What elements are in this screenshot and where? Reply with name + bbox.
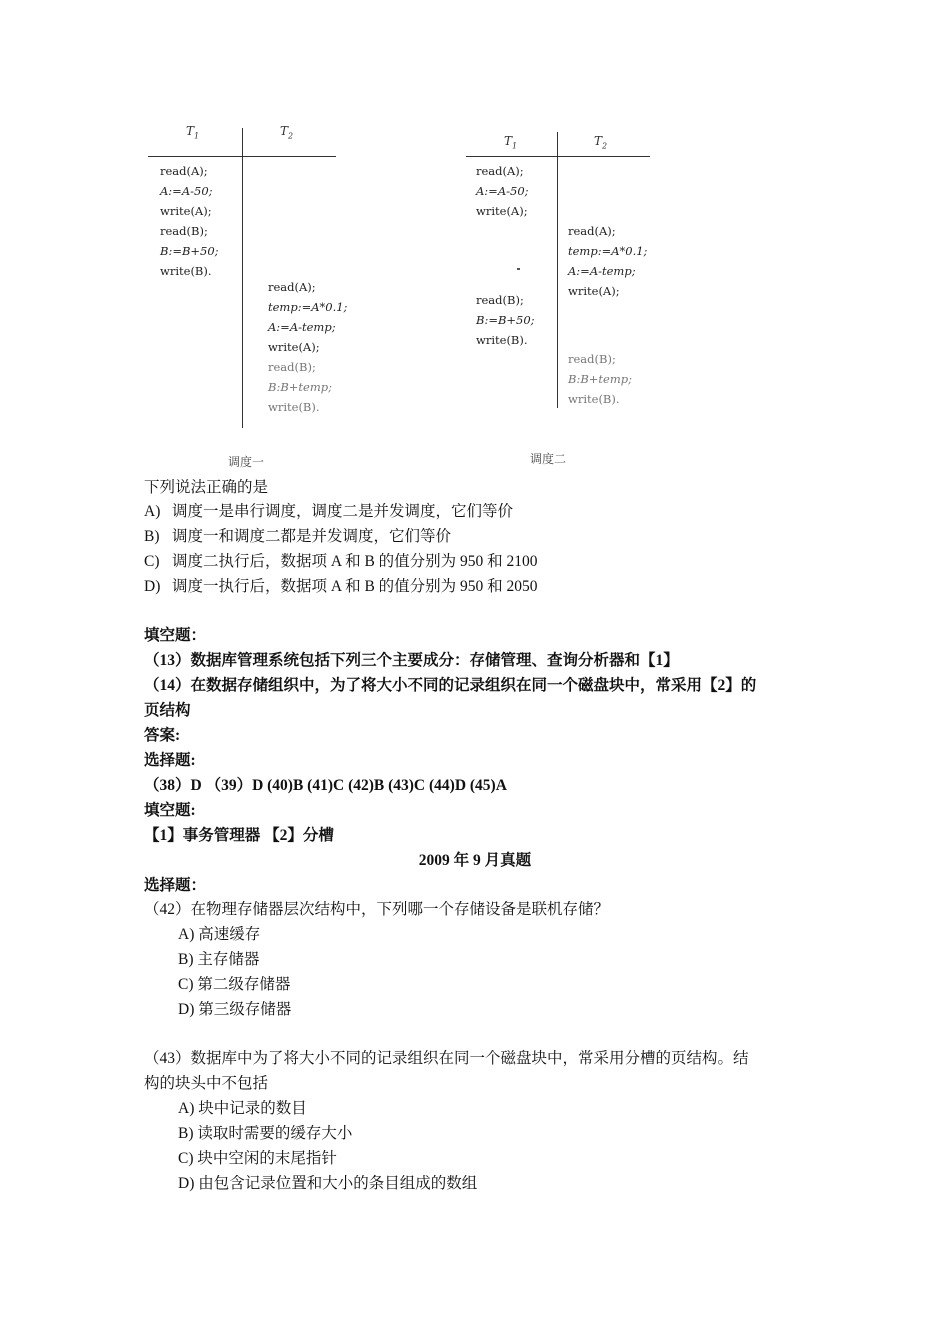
option-letter: D) bbox=[144, 578, 161, 595]
schedule-two-figure bbox=[460, 128, 680, 473]
question-43-stem-continued: 构的块头中不包括 bbox=[144, 1075, 269, 1092]
fill-question-14-continued: 页结构 bbox=[144, 702, 191, 719]
schedule-one-t2-op: read(A); bbox=[268, 280, 316, 294]
schedule-one-t2-op: B:B+temp; bbox=[268, 380, 332, 394]
answers-fill-list: 【1】事务管理器 【2】分槽 bbox=[144, 827, 334, 844]
option-letter: B) bbox=[144, 528, 160, 545]
schedule-two-t2-op: A:=A-temp; bbox=[568, 264, 636, 278]
answers-choice-heading: 选择题: bbox=[144, 752, 196, 769]
exam-choice-heading: 选择题： bbox=[144, 877, 207, 894]
schedule-two-t2-op: temp:=A*0.1; bbox=[568, 244, 648, 258]
question-43-option: D) 由包含记录位置和大小的条目组成的数组 bbox=[178, 1175, 478, 1192]
question-43-option: A) 块中记录的数目 bbox=[178, 1100, 307, 1117]
question-42-option: C) 第二级存储器 bbox=[178, 976, 291, 993]
answers-choice-list: （38）D （39）D (40)B (41)C (42)B (43)C (44)D (45)A bbox=[144, 777, 507, 794]
schedule-one-t2-header: $T_2$ bbox=[280, 124, 294, 141]
schedule-two-header-rule bbox=[466, 156, 650, 157]
schedule-two-t2-op: B:B+temp; bbox=[568, 372, 632, 386]
schedule-two-caption: 调度二 bbox=[530, 452, 567, 466]
option-text: 调度一是串行调度，调度二是并发调度，它们等价 bbox=[172, 503, 514, 520]
question-43-stem: （43）数据库中为了将大小不同的记录组织在同一个磁盘块中，常采用分槽的页结构。结 bbox=[144, 1050, 749, 1067]
schedule-one-t2-op: read(B); bbox=[268, 360, 316, 374]
schedule-two-t2-op: read(B); bbox=[568, 352, 616, 366]
schedule-two-t2-op: read(A); bbox=[568, 224, 616, 238]
schedule-two-t2-header: $T_2$ bbox=[594, 134, 608, 151]
question-43-option: C) 块中空闲的末尾指针 bbox=[178, 1150, 337, 1167]
scan-speck bbox=[517, 268, 520, 270]
schedule-two-t1-op: read(A); bbox=[476, 164, 524, 178]
option-text: 调度一执行后，数据项 A 和 B 的值分别为 950 和 2050 bbox=[172, 578, 538, 595]
option-text: 调度一和调度二都是并发调度，它们等价 bbox=[172, 528, 452, 545]
schedule-one-t2-op: A:=A-temp; bbox=[268, 320, 336, 334]
schedule-one-t1-op: read(B); bbox=[160, 224, 208, 238]
schedule-two-t1-op: write(B). bbox=[476, 333, 528, 347]
schedule-one-figure bbox=[140, 120, 370, 475]
schedule-one-column-divider bbox=[242, 128, 243, 428]
schedule-one-t1-header: $T_1$ bbox=[186, 124, 200, 141]
schedule-one-t1-op: write(A); bbox=[160, 204, 212, 218]
question-option bbox=[144, 575, 538, 599]
schedule-one-t1-op: write(B). bbox=[160, 264, 212, 278]
question-option bbox=[144, 525, 451, 549]
schedule-one-t1-op: read(A); bbox=[160, 164, 208, 178]
fill-question-13: （13）数据库管理系统包括下列三个主要成分：存储管理、查询分析器和【1】 bbox=[144, 652, 679, 669]
schedule-one-t2-op: temp:=A*0.1; bbox=[268, 300, 348, 314]
fill-question-14: （14）在数据存储组织中，为了将大小不同的记录组织在同一个磁盘块中，常采用【2】的 bbox=[144, 677, 757, 694]
option-letter: C) bbox=[144, 553, 160, 570]
question-43-option: B) 读取时需要的缓存大小 bbox=[178, 1125, 353, 1142]
schedule-one-t2-op: write(B). bbox=[268, 400, 320, 414]
schedule-one-t2-op: write(A); bbox=[268, 340, 320, 354]
schedule-two-column-divider bbox=[557, 132, 558, 408]
schedule-two-t2-op: write(A); bbox=[568, 284, 620, 298]
answers-fill-heading: 填空题: bbox=[144, 802, 196, 819]
question-42-option: A) 高速缓存 bbox=[178, 926, 261, 943]
question-option bbox=[144, 500, 513, 524]
schedule-two-t1-header: $T_1$ bbox=[504, 134, 518, 151]
schedule-two-t1-op: read(B); bbox=[476, 293, 524, 307]
exam-title: 2009 年 9 月真题 bbox=[418, 852, 532, 869]
question-42-option: D) 第三级存储器 bbox=[178, 1001, 292, 1018]
schedule-one-t1-op: A:=A-50; bbox=[160, 184, 213, 198]
schedule-two-t2-op: write(B). bbox=[568, 392, 620, 406]
option-letter: A) bbox=[144, 503, 161, 520]
schedule-two-t1-op: write(A); bbox=[476, 204, 528, 218]
question-stem: 下列说法正确的是 bbox=[144, 479, 269, 496]
schedule-one-t1-op: B:=B+50; bbox=[160, 244, 219, 258]
schedule-two-t1-op: A:=A-50; bbox=[476, 184, 529, 198]
question-42-stem: （42）在物理存储器层次结构中，下列哪一个存储设备是联机存储？ bbox=[144, 901, 610, 918]
schedule-one-caption: 调度一 bbox=[228, 455, 265, 469]
question-option bbox=[144, 550, 538, 574]
question-42-option: B) 主存储器 bbox=[178, 951, 260, 968]
schedule-two-t1-op: B:=B+50; bbox=[476, 313, 535, 327]
option-text: 调度二执行后，数据项 A 和 B 的值分别为 950 和 2100 bbox=[172, 553, 538, 570]
fill-section-heading: 填空题： bbox=[144, 627, 207, 644]
answers-heading: 答案: bbox=[144, 727, 181, 744]
